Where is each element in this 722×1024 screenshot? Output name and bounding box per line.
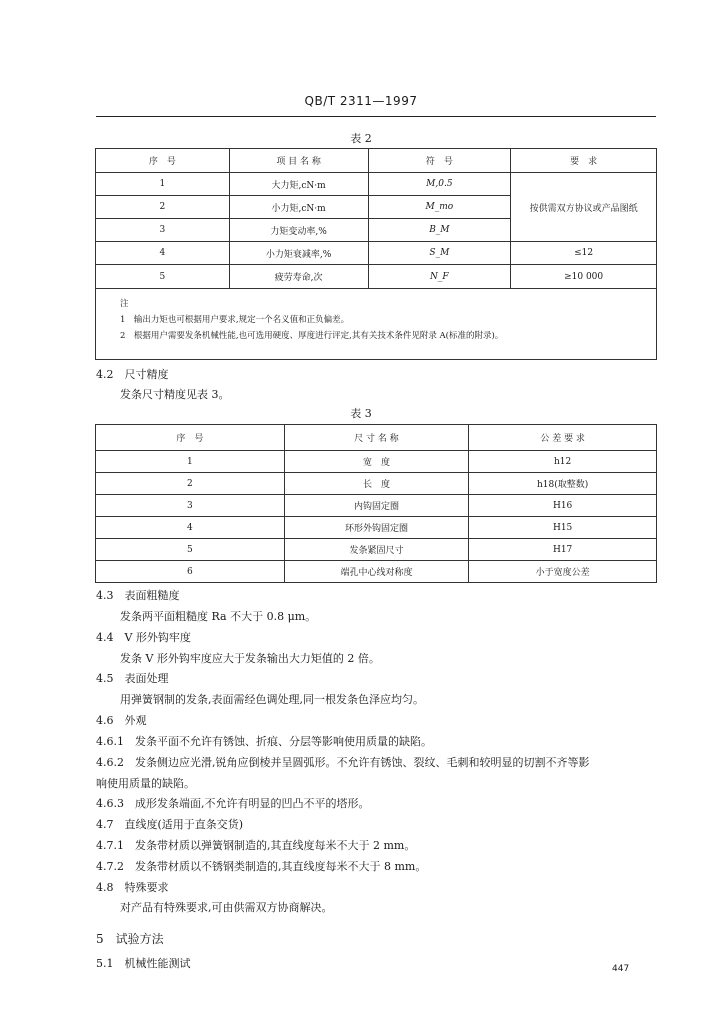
header-cell: 公 差 要 求 <box>469 425 657 451</box>
table-row <box>96 242 657 265</box>
table-cell: 5 <box>96 539 285 561</box>
table-cell: h18(取整数) <box>469 473 657 495</box>
table-cell: 长 度 <box>284 473 469 495</box>
table-cell: 4 <box>96 242 230 265</box>
table-cell: 4 <box>96 517 285 539</box>
table-cell: 小力矩,cN·m <box>229 196 368 219</box>
table-2 <box>95 148 657 289</box>
table-row <box>96 451 657 473</box>
section-heading: 4.5 表面处理 <box>96 672 169 685</box>
paragraph: 响使用质量的缺陷。 <box>96 777 195 790</box>
table-cell: 6 <box>96 561 285 583</box>
standard-code: QB/T 2311—1997 <box>304 94 418 108</box>
table-row <box>96 495 657 517</box>
table-cell: 宽 度 <box>284 451 469 473</box>
note-item: 1 输出力矩也可根据用户要求,规定一个名义值和正负偏差。 <box>120 315 350 325</box>
table-cell: M,0.5 <box>368 173 511 196</box>
table-cell: S_M <box>368 242 511 265</box>
chapter-heading: 5 试验方法 <box>96 932 164 946</box>
header-cell: 序 号 <box>96 425 285 451</box>
table-cell: 端孔中心线对称度 <box>284 561 469 583</box>
table-cell-merged: 按供需双方协议或产品图纸 <box>511 173 657 242</box>
paragraph: 4.7.2 发条带材质以不锈钢类制造的,其直线度每米不大于 8 mm。 <box>96 860 427 873</box>
paragraph: 发条 V 形外钩牢度应大于发条输出大力矩值的 2 倍。 <box>120 652 380 665</box>
table-cell: H17 <box>469 539 657 561</box>
header-cell: 要 求 <box>511 149 657 173</box>
paragraph: 4.6.3 成形发条端面,不允许有明显的凹凸不平的塔形。 <box>96 797 370 810</box>
header-cell: 尺 寸 名 称 <box>284 425 469 451</box>
table-2-header-row <box>96 149 657 173</box>
table-cell: 疲劳寿命,次 <box>229 265 368 289</box>
note-item: 2 根据用户需要发条机械性能,也可选用硬度、厚度进行评定,其有关技术条件见附录 A(标准的附录)。 <box>120 331 504 341</box>
table-cell: M_mo <box>368 196 511 219</box>
table-cell: 发条紧固尺寸 <box>284 539 469 561</box>
table-cell: 小力矩衰减率,% <box>229 242 368 265</box>
header-rule <box>96 116 656 117</box>
table-cell: H16 <box>469 495 657 517</box>
table-cell: 2 <box>96 196 230 219</box>
table-row <box>96 173 657 196</box>
table-cell: N_F <box>368 265 511 289</box>
page-number: 447 <box>612 964 630 974</box>
table-2-caption: 表 2 <box>350 132 372 145</box>
paragraph: 4.7.1 发条带材质以弹簧钢制造的,其直线度每米不大于 2 mm。 <box>96 839 416 852</box>
paragraph: 4.6.1 发条平面不允许有锈蚀、折痕、分层等影响使用质量的缺陷。 <box>96 735 432 748</box>
table-cell: 5 <box>96 265 230 289</box>
table-row <box>96 561 657 583</box>
paragraph: 对产品有特殊要求,可由供需双方协商解决。 <box>120 901 333 914</box>
section-heading: 4.6 外观 <box>96 714 147 727</box>
paragraph: 发条两平面粗糙度 Ra 不大于 0.8 μm。 <box>120 610 317 623</box>
section-heading: 4.4 V 形外钩牢度 <box>96 631 191 644</box>
header-cell: 符 号 <box>368 149 511 173</box>
table-cell: 内钩固定圈 <box>284 495 469 517</box>
table-row <box>96 517 657 539</box>
table-2-notes <box>95 288 657 360</box>
table-cell: ≥10 000 <box>511 265 657 289</box>
paragraph: 4.6.2 发条侧边应光滑,锐角应倒棱并呈圆弧形。不允许有锈蚀、裂纹、毛刺和较明显的切割不齐等影 <box>96 756 590 769</box>
table-cell: 3 <box>96 495 285 517</box>
table-cell: ≤12 <box>511 242 657 265</box>
table-row <box>96 539 657 561</box>
table-cell: 1 <box>96 451 285 473</box>
paragraph: 用弹簧钢制的发条,表面需经色调处理,同一根发条色泽应均匀。 <box>120 693 424 706</box>
section-heading: 4.7 直线度(适用于直条交货) <box>96 818 244 831</box>
section-heading: 4.8 特殊要求 <box>96 881 169 894</box>
table-cell: 小于宽度公差 <box>469 561 657 583</box>
section-heading: 4.2 尺寸精度 <box>96 368 169 381</box>
notes-title: 注 <box>120 299 129 309</box>
table-row <box>96 473 657 495</box>
table-cell: 1 <box>96 173 230 196</box>
paragraph: 发条尺寸精度见表 3。 <box>120 388 230 401</box>
table-3 <box>95 424 657 583</box>
table-cell: h12 <box>469 451 657 473</box>
table-row <box>96 265 657 289</box>
table-cell: 力矩变动率,% <box>229 219 368 242</box>
header-cell: 序 号 <box>96 149 230 173</box>
header-cell: 项 目 名 称 <box>229 149 368 173</box>
table-cell: H15 <box>469 517 657 539</box>
table-cell: B_M <box>368 219 511 242</box>
section-heading: 4.3 表面粗糙度 <box>96 589 180 602</box>
section-heading: 5.1 机械性能测试 <box>96 957 191 970</box>
table-cell: 大力矩,cN·m <box>229 173 368 196</box>
table-cell: 2 <box>96 473 285 495</box>
table-cell: 环形外钩固定圈 <box>284 517 469 539</box>
table-3-header-row <box>96 425 657 451</box>
table-3-caption: 表 3 <box>350 407 372 420</box>
table-cell: 3 <box>96 219 230 242</box>
